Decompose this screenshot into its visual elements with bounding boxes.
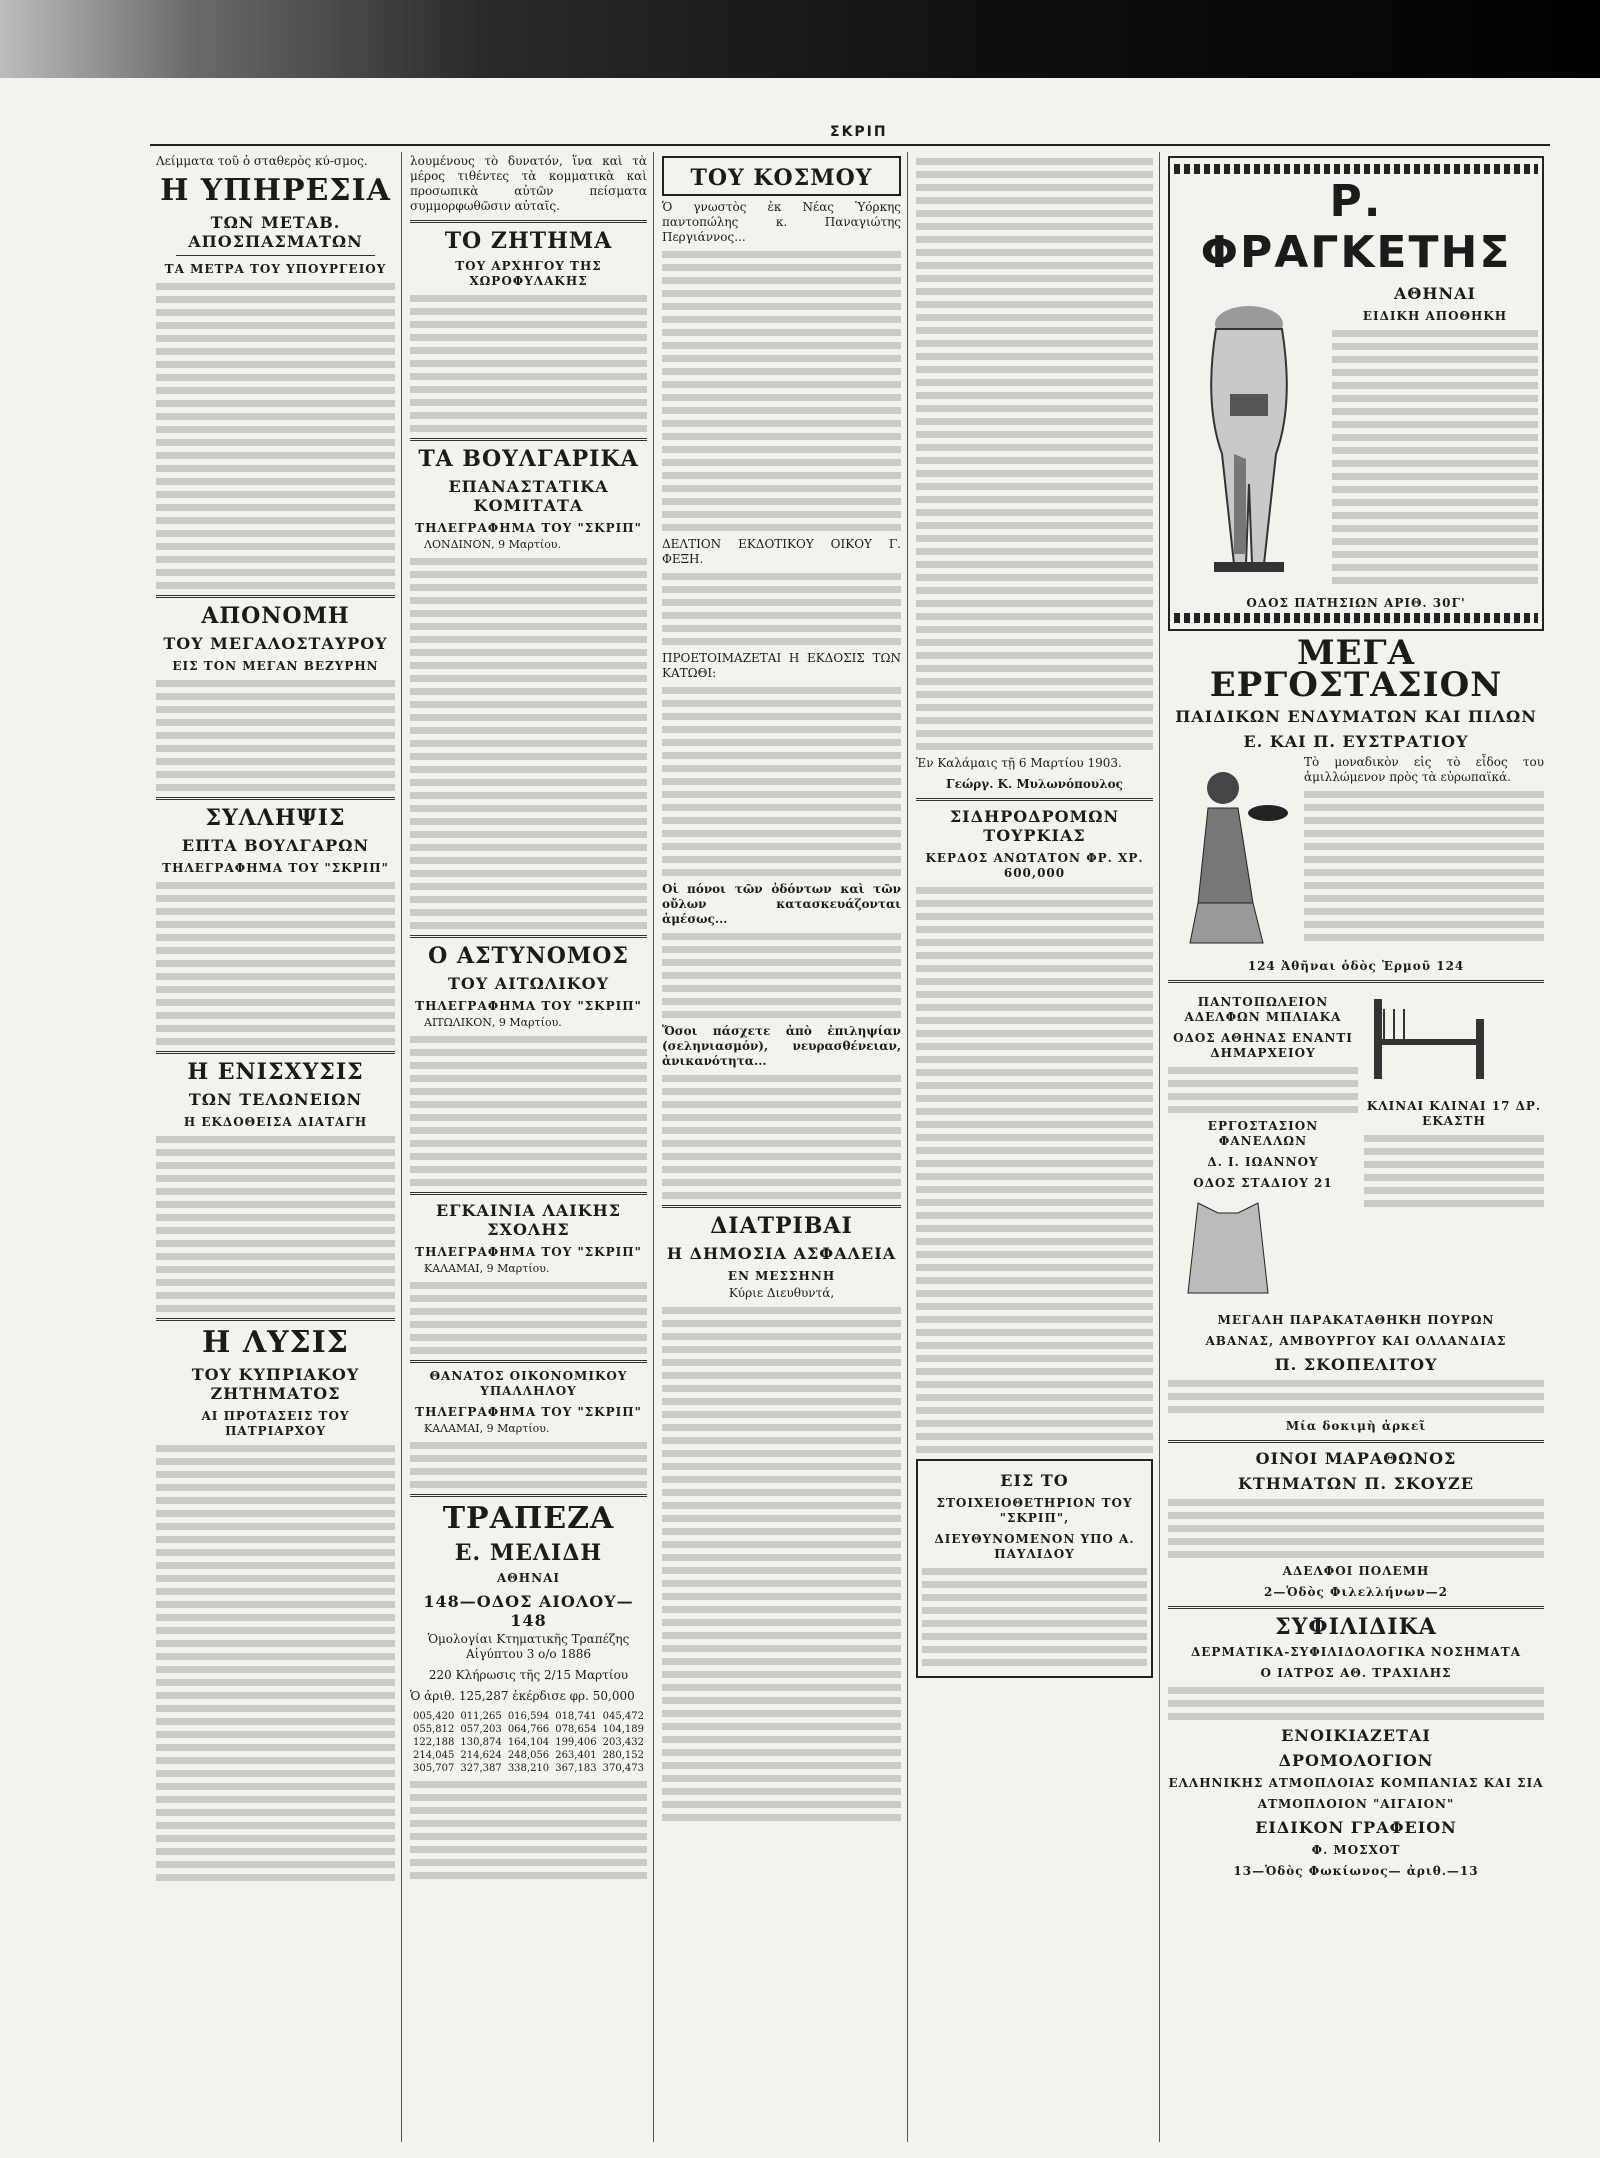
ad4-address: ΟΔΟΣ ΣΤΑΔΙΟΥ 21 <box>1193 1176 1333 1190</box>
ad7-address: 2—Ὁδὸς Φιλελλήνων—2 <box>1263 1585 1448 1599</box>
col2-s3-subtitle: ΤΟΥ ΑΙΤΩΛΙΚΟΥ <box>447 974 610 993</box>
col4-s2-kicker: ΔΙΕΥΘΥΝΟΜΕΝΟΝ ΥΠΟ Α. ΠΑΥΛΙΔΟΥ <box>934 1532 1135 1561</box>
col4-s2-body <box>922 1568 1147 1666</box>
col1-s5-subtitle: ΤΟΥ ΚΥΠΡΙΑΚΟΥ ΖΗΤΗΜΑΤΟΣ <box>191 1365 360 1403</box>
ad6-title: ΜΕΓΑΛΗ ΠΑΡΑΚΑΤΑΘΗΚΗ ΠΟΥΡΩΝ <box>1217 1313 1495 1327</box>
bank-note: Ὁμολογίαι Κτηματικῆς Τραπέζης Αἰγύπτου 3 ο/ο 1886 <box>427 1632 630 1661</box>
col3-s1-snip: Ὁ γνωστὸς ἐκ Νέας Ὑόρκης παντοπώλης κ. Παναγιώτης Περγιάννος... <box>662 200 901 244</box>
col2-s3-title: Ο ΑΣΤΥΝΟΜΟΣ <box>428 943 629 969</box>
col4-s2-box <box>916 1459 1153 1678</box>
ad6-subtitle: ΑΒΑΝΑΣ, ΑΜΒΟΥΡΓΟΥ ΚΑΙ ΟΛΛΑΝΔΙΑΣ <box>1205 1334 1507 1348</box>
ad2-address: 124 Ἀθῆναι ὁδὸς Ἑρμοῦ 124 <box>1247 959 1465 973</box>
bank-number: 214,624 <box>460 1750 502 1761</box>
ad9-title: ΕΝΟΙΚΙΑΖΕΤΑΙ <box>1281 1726 1431 1745</box>
col1-s2-kicker: ΕΙΣ ΤΟΝ ΜΕΓΑΝ ΒΕΖΥΡΗΝ <box>172 659 379 673</box>
column-1 <box>150 152 402 2142</box>
col1-s2-subtitle: ΤΟΥ ΜΕΓΑΛΟΣΤΑΥΡΟΥ <box>163 634 388 653</box>
ad5-title: ΚΛΙΝΑΙ ΚΛΙΝΑΙ 17 ΔΡ. ΕΚΑΣΤΗ <box>1366 1099 1542 1128</box>
ad11-address: 13—Ὁδὸς Φωκίωνος— ἀριθ.—13 <box>1233 1864 1479 1878</box>
bank-number: 104,189 <box>602 1724 644 1735</box>
ad5-body <box>1364 1135 1544 1207</box>
col4-s1-subtitle: ΚΕΡΔΟΣ ΑΝΩΤΑΤΟΝ ΦΡ. ΧΡ. 600,000 <box>925 851 1144 880</box>
child-figure-illustration <box>1168 753 1298 953</box>
ad3-title: ΠΑΝΤΟΠΩΛΕΙΟΝ ΑΔΕΛΦΩΝ ΜΠΛΙΑΚΑ <box>1184 995 1342 1024</box>
col2-s2-title: ΤΑ ΒΟΥΛΓΑΡΙΚΑ <box>418 446 639 472</box>
bank-draw: 220 Κλήρωσις τῆς 2/15 Μαρτίου <box>428 1668 629 1682</box>
column-5-ads <box>1162 152 1550 2142</box>
bank-title: ΤΡΑΠΕΖΑ <box>442 1501 615 1536</box>
col2-s2-subtitle: ΕΠΑΝΑΣΤΑΤΙΚΑ ΚΟΜΙΤΑΤΑ <box>448 477 609 515</box>
col2-intro: λουμένους τὸ δυνατόν, ἵνα καὶ τὰ μέρος τιθέντες τὰ κομματικὰ καὶ προσωπικὰ αὐτῶν πείσματα συμμορφωθῶσιν αὐταῖς. <box>410 154 647 213</box>
col3-s1-box <box>662 156 901 196</box>
bank-number: 018,741 <box>555 1711 597 1722</box>
col1-s5-title: Η ΛΥΣΙΣ <box>202 1325 349 1360</box>
ad7-footer: ΑΔΕΛΦΟΙ ΠΟΛΕΜΗ <box>1282 1564 1430 1578</box>
ad1-city: ΑΘΗΝΑΙ <box>1394 284 1476 303</box>
ad1-address: ΟΔΟΣ ΠΑΤΗΣΙΩΝ ΑΡΙΘ. 30Γ' <box>1246 596 1466 610</box>
column-2 <box>404 152 654 2142</box>
ad8-subtitle: ΔΕΡΜΑΤΙΚΑ-ΣΥΦΙΛΙΔΟΛΟΓΙΚΑ ΝΟΣΗΜΑΤΑ <box>1190 1645 1522 1659</box>
col3-s6-kicker: ΕΝ ΜΕΣΣΗΝΗ <box>727 1269 836 1283</box>
col3-s4-snip: Οἱ πόνοι τῶν ὀδόντων καὶ τῶν οὔλων κατασκευάζονται ἀμέσως... <box>662 882 901 926</box>
bank-number: 199,406 <box>555 1737 597 1748</box>
ad7-body <box>1168 1499 1544 1558</box>
col2-s4-kicker: ΤΗΛΕΓΡΑΦΗΜΑ ΤΟΥ "ΣΚΡΙΠ" <box>415 1245 642 1259</box>
col3-s6-salute: Κύριε Διευθυντά, <box>728 1286 835 1300</box>
col1-s2-body <box>156 680 395 791</box>
torso-statue-illustration <box>1174 284 1324 574</box>
bank-number: 214,045 <box>413 1750 455 1761</box>
col4-s1-body <box>916 887 1153 1453</box>
col2-s3-kicker: ΤΗΛΕΓΡΑΦΗΜΑ ΤΟΥ "ΣΚΡΙΠ" <box>415 999 642 1013</box>
col1-intro: Λείμματα τοῦ ὁ σταθερὸς κύ-σμος. <box>156 154 368 168</box>
bank-number: 263,401 <box>555 1750 597 1761</box>
ad3-subtitle: ΟΔΟΣ ΑΘΗΝΑΣ ΕΝΑΝΤΙ ΔΗΜΑΡΧΕΙΟΥ <box>1173 1031 1353 1060</box>
col2-s2-body <box>410 558 647 929</box>
ad4-owner: Δ. Ι. ΙΩΑΝΝΟΥ <box>1207 1155 1319 1169</box>
col4-signoff-place: Ἐν Καλάμαις τῇ 6 Μαρτίου 1903. <box>916 756 1122 770</box>
col1-s4-title: Η ΕΝΙΣΧΥΣΙΣ <box>187 1059 364 1085</box>
col3-s2-body <box>662 573 901 645</box>
col4-s1-title: ΣΙΔΗΡΟΔΡΟΜΩΝ ΤΟΥΡΚΙΑΣ <box>949 807 1120 845</box>
bank-number: 248,056 <box>507 1750 550 1761</box>
bank-number: 367,183 <box>555 1763 597 1774</box>
ad2-title: ΜΕΓΑ ΕΡΓΟΣΤΑΣΙΟΝ <box>1209 633 1503 705</box>
col2-s1-body <box>410 295 647 432</box>
ad-fragketis <box>1168 156 1544 631</box>
bank-number: 164,104 <box>507 1737 550 1748</box>
bank-prize: Ὁ ἀριθ. 125,287 ἐκέρδισε φρ. 50,000 <box>410 1689 635 1703</box>
col3-s6-title: ΔΙΑΤΡΙΒΑΙ <box>710 1213 853 1239</box>
ad4-title: ΕΡΓΟΣΤΑΣΙΟΝ ΦΑΝΕΛΛΩΝ <box>1207 1119 1319 1148</box>
ad1-name: Ρ. ΦΡΑΓΚΕΤΗΣ <box>1200 176 1512 278</box>
ad6-note: Μία δοκιμὴ ἀρκεῖ <box>1285 1419 1427 1433</box>
col2-s5-body <box>410 1442 647 1488</box>
bank-number: 078,654 <box>555 1724 597 1735</box>
ad3-body <box>1168 1067 1358 1113</box>
bank-name: Ε. ΜΕΛΙΔΗ <box>454 1540 603 1566</box>
col1-s1-title: Η ΥΠΗΡΕΣΙΑ <box>160 173 391 208</box>
col1-s2-title: ΑΠΟΝΟΜΗ <box>201 603 350 629</box>
ad2-body <box>1304 791 1544 941</box>
bank-address: 148—ΟΔΟΣ ΑΙΟΛΟΥ—148 <box>423 1592 634 1630</box>
col2-s4-dateline: ΚΑΛΑΜΑΙ, 9 Μαρτίου. <box>424 1262 550 1275</box>
col1-s5-kicker: ΑΙ ΠΡΟΤΑΣΕΙΣ ΤΟΥ ΠΑΤΡΙΑΡΧΟΥ <box>201 1409 350 1438</box>
ad8-title: ΣΥΦΙΛΙΔΙΚΑ <box>1275 1614 1437 1640</box>
col1-s1-subtitle: ΤΩΝ ΜΕΤΑΒ. ΑΠΟΣΠΑΣΜΑΤΩΝ <box>188 213 363 251</box>
col1-s3-kicker: ΤΗΛΕΓΡΑΦΗΜΑ ΤΟΥ "ΣΚΡΙΠ" <box>162 861 389 875</box>
bank-footer-body <box>410 1781 647 1879</box>
col3-s5-snip: Ὅσοι πάσχετε ἀπὸ ἐπιληψίαν (σεληνιασμόν), νευρασθένειαν, ἀνικανότητα... <box>662 1024 901 1068</box>
bank-number: 016,594 <box>507 1711 550 1722</box>
bank-number: 005,420 <box>413 1711 455 1722</box>
col2-s5-dateline: ΚΑΛΑΜΑΙ, 9 Μαρτίου. <box>424 1422 550 1435</box>
bank-number: 305,707 <box>413 1763 455 1774</box>
ad11-owner: Φ. ΜΟΣΧΟΤ <box>1311 1843 1401 1857</box>
col3-s3-body <box>662 687 901 876</box>
col2-s1-title: ΤΟ ΖΗΤΗΜΑ <box>444 228 613 254</box>
newspaper-page <box>150 152 1550 2142</box>
ad6-body <box>1168 1380 1544 1413</box>
bank-number: 130,874 <box>460 1737 502 1748</box>
ad10-ship: ΑΤΜΟΠΛΟΙΟΝ "ΑΙΓΑΙΟΝ" <box>1257 1797 1455 1811</box>
ad7-subtitle: ΚΤΗΜΑΤΩΝ Π. ΣΚΟΥΖΕ <box>1237 1474 1475 1493</box>
col1-s5-body <box>156 1445 395 1881</box>
col2-s5-title: ΘΑΝΑΤΟΣ ΟΙΚΟΝΟΜΙΚΟΥ ΥΠΑΛΛΗΛΟΥ <box>429 1369 628 1398</box>
column-3 <box>656 152 908 2142</box>
col3-s5-body <box>662 1075 901 1199</box>
ad2-subtitle: ΠΑΙΔΙΚΩΝ ΕΝΔΥΜΑΤΩΝ ΚΑΙ ΠΙΛΩΝ <box>1175 707 1537 726</box>
ad8-body <box>1168 1687 1544 1720</box>
column-4 <box>910 152 1160 2142</box>
ad7-title: ΟΙΝΟΙ ΜΑΡΑΘΩΝΟΣ <box>1255 1449 1457 1468</box>
col4-top-body <box>916 158 1153 750</box>
bank-number: 327,387 <box>460 1763 502 1774</box>
masthead <box>150 124 1550 146</box>
col2-s4-body <box>410 1282 647 1354</box>
bank-number: 064,766 <box>507 1724 550 1735</box>
col1-s1-body <box>156 283 395 589</box>
ad2-owner: Ε. ΚΑΙ Π. ΕΥΣΤΡΑΤΙΟΥ <box>1243 732 1469 751</box>
ad10-subtitle: ΕΛΛΗΝΙΚΗΣ ΑΤΜΟΠΛΟΙΑΣ ΚΟΜΠΑΝΙΑΣ ΚΑΙ ΣΙΑ <box>1168 1776 1544 1790</box>
col3-s4-body <box>662 933 901 1018</box>
col2-s2-dateline: ΛΟΝΔΙΝΟΝ, 9 Μαρτίου. <box>424 538 561 551</box>
bank-number: 338,210 <box>507 1763 550 1774</box>
col1-s4-body <box>156 1136 395 1312</box>
bank-number: 203,432 <box>602 1737 644 1748</box>
bank-number: 370,473 <box>602 1763 644 1774</box>
bank-number: 057,203 <box>460 1724 502 1735</box>
col2-s1-subtitle: ΤΟΥ ΑΡΧΗΓΟΥ ΤΗΣ ΧΩΡΟΦΥΛΑΚΗΣ <box>455 259 602 288</box>
masthead-title: ΣΚΡΙΠ <box>830 124 888 140</box>
ad1-body <box>1332 330 1538 584</box>
col1-s1-kicker: ΤΑ ΜΕΤΡΑ ΤΟΥ ΥΠΟΥΡΓΕΙΟΥ <box>164 262 387 276</box>
col3-s1-title: ΤΟΥ ΚΟΣΜΟΥ <box>690 165 873 191</box>
col3-s3-snip: ΠΡΟΕΤΟΙΜΑΖΕΤΑΙ Η ΕΚΔΟΣΙΣ ΤΩΝ ΚΑΤΩΘΙ: <box>662 651 901 680</box>
col3-s2-snip: ΔΕΛΤΙΟΝ ΕΚΔΟΤΙΚΟΥ ΟΙΚΟΥ Γ. ΦΕΞΗ. <box>662 537 901 566</box>
ad10-title: ΔΡΟΜΟΛΟΓΙΟΝ <box>1278 1751 1434 1770</box>
scan-top-band <box>0 0 1600 78</box>
bank-city: ΑΘΗΝΑΙ <box>497 1571 560 1585</box>
col1-s3-body <box>156 882 395 1045</box>
col2-s4-title: ΕΓΚΑΙΝΙΑ ΛΑΙΚΗΣ ΣΧΟΛΗΣ <box>435 1201 622 1239</box>
vest-illustration <box>1168 1193 1288 1303</box>
col2-s3-dateline: ΑΙΤΩΛΙΚΟΝ, 9 Μαρτίου. <box>424 1016 562 1029</box>
bank-number: 055,812 <box>413 1724 455 1735</box>
bank-number: 280,152 <box>602 1750 644 1761</box>
col2-s5-kicker: ΤΗΛΕΓΡΑΦΗΜΑ ΤΟΥ "ΣΚΡΙΠ" <box>415 1405 642 1419</box>
col2-s3-body <box>410 1036 647 1186</box>
bank-numbers-grid <box>410 1710 647 1775</box>
bank-number: 045,472 <box>602 1711 644 1722</box>
col3-s6-body <box>662 1307 901 1821</box>
col3-s1-body <box>662 251 901 531</box>
bank-number: 122,188 <box>413 1737 455 1748</box>
col4-s2-subtitle: ΣΤΟΙΧΕΙΟΘΕΤΗΡΙΟΝ ΤΟΥ "ΣΚΡΙΠ", <box>936 1496 1133 1525</box>
bank-number: 011,265 <box>460 1711 502 1722</box>
ad6-owner: Π. ΣΚΟΠΕΛΙΤΟΥ <box>1274 1355 1438 1374</box>
col4-signoff-name: Γεώργ. Κ. Μυλωνόπουλος <box>946 777 1123 791</box>
col1-s4-kicker: Η ΕΚΔΟΘΕΙΣΑ ΔΙΑΤΑΓΗ <box>183 1115 368 1129</box>
col1-s4-subtitle: ΤΩΝ ΤΕΛΩΝΕΙΩΝ <box>188 1090 363 1109</box>
col1-s3-subtitle: ΕΠΤΑ ΒΟΥΛΓΑΡΩΝ <box>181 836 370 855</box>
col1-s3-title: ΣΥΛΛΗΨΙΣ <box>205 805 346 831</box>
col4-s2-title: ΕΙΣ ΤΟ <box>1000 1471 1069 1490</box>
ad8-owner: Ο ΙΑΤΡΟΣ ΑΘ. ΤΡΑΧΙΛΗΣ <box>1260 1666 1452 1680</box>
col3-s6-subtitle: Η ΔΗΜΟΣΙΑ ΑΣΦΑΛΕΙΑ <box>666 1244 897 1263</box>
iron-bed-illustration <box>1364 989 1494 1089</box>
ad11-title: ΕΙΔΙΚΟΝ ΓΡΑΦΕΙΟΝ <box>1255 1818 1457 1837</box>
ad2-line: Τὸ μοναδικὸν εἰς τὸ εἶδος του ἀμιλλώμενον πρὸς τὰ εὐρωπαϊκά. <box>1304 755 1544 784</box>
col2-s2-kicker: ΤΗΛΕΓΡΑΦΗΜΑ ΤΟΥ "ΣΚΡΙΠ" <box>415 521 642 535</box>
ad1-tag: ΕΙΔΙΚΗ ΑΠΟΘΗΚΗ <box>1362 309 1508 323</box>
